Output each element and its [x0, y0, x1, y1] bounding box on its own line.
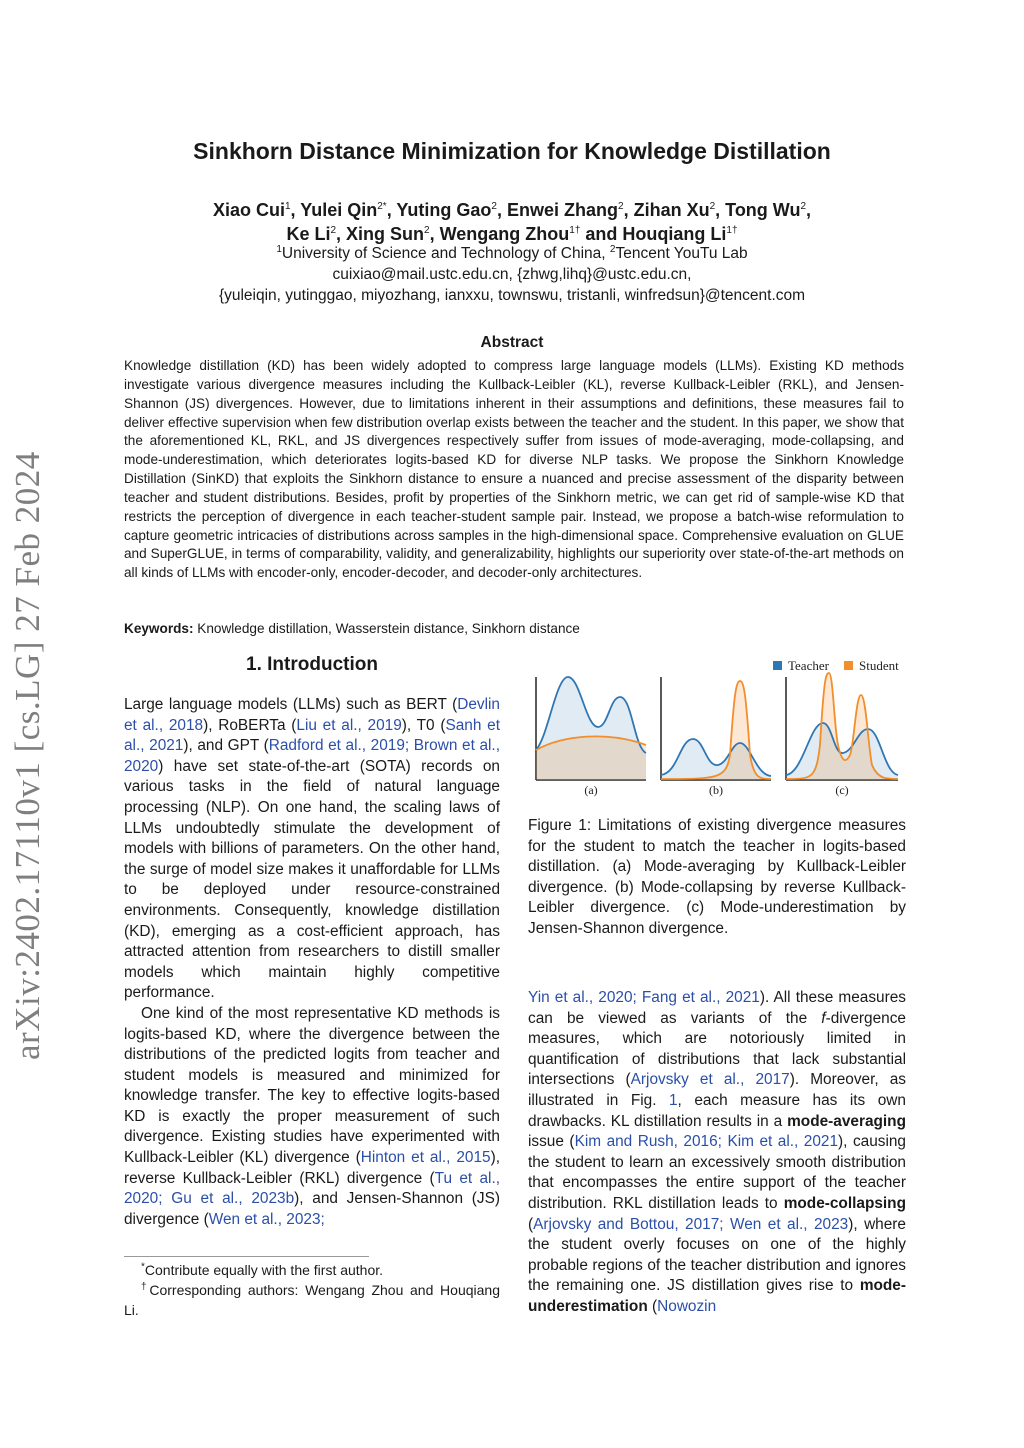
author-separator: ,: [623, 200, 634, 220]
intro-paragraph-2: [124, 1004, 500, 1231]
author-separator: ,: [386, 200, 397, 220]
emphasis-text: mode-averaging: [787, 1112, 906, 1130]
author-separator: ,: [336, 224, 347, 244]
left-column: [124, 695, 500, 1230]
citation-link[interactable]: 1: [668, 1091, 678, 1109]
panel-a: [536, 677, 646, 797]
paragraph-text: ), where the student overly focuses on one of the highly probable regions of the teacher distribution and ignores the remaining one. JS distillation gives rise to: [528, 1215, 906, 1295]
citation-link[interactable]: Devlin et al., 2018: [124, 696, 500, 734]
paragraph-text: ), RoBERTa (: [203, 716, 297, 734]
paragraph-text: Large language models (LLMs) such as BERT (: [124, 696, 458, 713]
affiliation-mark-2: 2: [609, 243, 616, 255]
email-line-2: {yuleiqin, yutinggao, miyozhang, ianxxu, townswu, tristanli, winfredsun}@tencent.com: [218, 287, 806, 304]
paragraph-text: ), reverse Kullback-Leibler (RKL) divergence (: [124, 1149, 500, 1187]
author-affiliation-mark: 2: [491, 201, 497, 212]
citation-link[interactable]: Tu et al., 2020; Gu et al., 2023b: [124, 1169, 500, 1208]
email-line-1: cuixiao@mail.ustc.edu.cn, {zhwg,lihq}@ustc.edu.cn,: [332, 266, 692, 283]
footnote-rule: [124, 1256, 369, 1257]
keywords: [124, 621, 904, 636]
citation-link[interactable]: Arjovsky et al., 2017: [630, 1071, 790, 1089]
paragraph-text: -divergence measures, which are notoriously limited in quantification of distributions that lack substantial intersections (: [528, 1009, 906, 1089]
paragraph-text: ). Moreover, as illustrated in Fig.: [528, 1071, 906, 1109]
author-separator: ,: [496, 200, 507, 220]
author-name: Zihan Xu: [633, 200, 710, 220]
author-name: Wengang Zhou: [439, 224, 570, 244]
right-column: [528, 988, 906, 1318]
citation-link[interactable]: Kim and Rush, 2016; Kim et al., 2021: [574, 1133, 839, 1151]
author-separator: ,: [806, 200, 812, 220]
footnote-mark-1: *: [141, 1261, 145, 1273]
citation-link[interactable]: Arjovsky and Bottou, 2017; Wen et al., 2023: [533, 1215, 849, 1233]
paragraph-text: , each measure has its own drawbacks. KL distillation results in a: [528, 1091, 906, 1130]
author-name: Yulei Qin: [300, 200, 378, 220]
affiliation-mark-1: 1: [276, 243, 282, 255]
author-separator: ,: [429, 224, 440, 244]
figure-1-caption: Figure 1: Limitations of existing divergence measures for the student to match the teacher in logits-based distillation. (a) Mode-averaging by Kullback-Leibler divergence. (b) Mode-collapsing by reverse Kullback-Leibler divergence. (c) Mode-underestimation by Jensen-Shannon divergence.: [528, 817, 906, 937]
paragraph-text: ). All these measures can be viewed as variants of the: [528, 989, 907, 1027]
author-name: Xing Sun: [346, 224, 425, 244]
author-name: Ke Li: [286, 224, 331, 244]
legend-teacher-swatch: [773, 661, 782, 670]
panel-a-label: (a): [584, 783, 598, 797]
keywords-text: Knowledge distillation, Wasserstein distance, Sinkhorn distance: [193, 621, 580, 636]
emphasis-text: mode-underestimation: [528, 1277, 906, 1315]
author-name: Houqiang Li: [622, 224, 727, 244]
author-line-1: [0, 198, 1024, 222]
citation-link[interactable]: Wen et al., 2023;: [208, 1210, 325, 1228]
citation-link[interactable]: Sanh et al., 2021: [124, 716, 501, 755]
paragraph-text: ) have set state-of-the-art (SOTA) records on various tasks in the field of natural language processing (NLP). On one hand, the scaling laws of LLMs undoubtedly stimulate the development of models with billions of parameters. On the other hand, the surge of model size makes it unaffordable for LLMs to be deployed under resource-constrained environments. Consequently, knowledge distillation (KD), emerging as a cost-efficient approach, has attracted attention from researchers to distill smaller models which maintain highly competitive performance.: [124, 757, 500, 1002]
paragraph-text: ), causing the student to learn an excessively smooth distribution that encompasses the entire support of the teacher distribution. RKL distillation leads to: [528, 1133, 906, 1212]
author-affiliation-mark: 1†: [726, 225, 738, 236]
footnote-mark-2: †: [141, 1281, 150, 1293]
author-affiliation-mark: 2: [709, 201, 716, 212]
author-affiliation-mark: 1†: [569, 225, 581, 236]
figure-1: [528, 655, 908, 805]
panel-c: [786, 673, 898, 797]
paragraph-text: One kind of the most representative KD methods is logits-based KD, where the divergence between the distributions of the predicted logits from teacher and student models is measured and minimized for knowledge transfer. The key to effective logits-based KD is exactly the proper measurement of such divergence. Existing studies have experimented with Kullback-Leibler (KL) divergence (: [124, 1004, 500, 1167]
citation-link[interactable]: Nowozin: [657, 1297, 717, 1315]
author-affiliation-mark: 2: [424, 225, 430, 236]
author-name: Yuting Gao: [396, 200, 492, 220]
paragraph-text: ), and Jensen-Shannon (JS) divergence (: [124, 1190, 500, 1228]
paper-title: Sinkhorn Distance Minimization for Knowledge Distillation: [193, 138, 831, 164]
paragraph-text: (: [528, 1215, 534, 1233]
footnote-1: Contribute equally with the first author.: [144, 1262, 384, 1278]
paragraph-text: issue (: [528, 1133, 575, 1151]
affiliations: [0, 243, 1024, 306]
legend-teacher-label: Teacher: [788, 658, 829, 673]
panel-c-label: (c): [835, 783, 849, 797]
abstract-text: Knowledge distillation (KD) has been widely adopted to compress large language models (LLMs). Existing KD methods investigate various divergence measures including the Kullback-Leibler (KL), reverse Kullback-Leibler (RKL), and Jensen-Shannon (JS) divergences. However, due to limitations inherent in their assumptions and definitions, these measures fail to deliver effective supervision when few distribution overlap exists between the teacher and the student. In this paper, we show that the aforementioned KL, RKL, and JS divergences respectively suffer from issues of mode-averaging, mode-collapsing, and mode-underestimation, which deteriorates logits-based KD for diverse NLP tasks. We propose the Sinkhorn Knowledge Distillation (SinKD) that exploits the Sinkhorn distance to ensure a nuanced and precise assessment of the disparity between teacher and student distributions. Besides, profit by properties of the Sinkhorn metric, we can get rid of sample-wise KD that restricts the perception of divergence in each teacher-student sample pair. Instead, we propose a batch-wise reformulation to capture geometric intricacies of distributions across samples in the high-dimensional space. Comprehensive evaluation on GLUE and SuperGLUE, in terms of comparability, validity, and generalizability, highlights our superiority over state-of-the-art methods on all kinds of LLMs with encoder-only, encoder-decoder, and decoder-only architectures.: [124, 358, 904, 581]
author-separator: ,: [290, 200, 301, 220]
author-affiliation-mark: 2: [330, 225, 337, 236]
author-name: Xiao Cui: [212, 200, 285, 220]
abstract-heading: Abstract: [480, 334, 544, 351]
citation-link[interactable]: Hinton et al., 2015: [360, 1149, 491, 1167]
figure-1-graphic: [528, 655, 908, 805]
author-affiliation-mark: 2: [618, 201, 624, 212]
citation-link[interactable]: Yin et al., 2020; Fang et al., 2021: [528, 989, 760, 1006]
author-affiliation-mark: 2*: [377, 201, 387, 212]
paragraph-text: (: [647, 1297, 658, 1315]
affiliation-2: Tencent YouTu Lab: [615, 245, 748, 262]
author-separator: and: [580, 224, 623, 244]
author-name: Tong Wu: [725, 200, 801, 220]
author-separator: ,: [715, 200, 726, 220]
panel-b-label: (b): [709, 783, 723, 797]
arxiv-side-stamp: arXiv:2402.17110v1 [cs.LG] 27 Feb 2024: [8, 451, 47, 1060]
legend-student-label: Student: [859, 658, 899, 673]
citation-link[interactable]: Liu et al., 2019: [296, 716, 402, 734]
intro-paragraph-1: [124, 695, 500, 1004]
author-affiliation-mark: 2: [800, 201, 807, 212]
author-name: Enwei Zhang: [506, 200, 618, 220]
legend-student-swatch: [844, 661, 853, 670]
footnotes: [124, 1260, 500, 1320]
author-affiliation-mark: 1: [284, 201, 291, 212]
citation-link[interactable]: Radford et al., 2019; Brown et al., 2020: [124, 737, 500, 775]
section-heading-introduction: 1. Introduction: [246, 654, 378, 675]
intro-paragraph-3: [528, 988, 906, 1318]
paragraph-text: f: [821, 1009, 826, 1027]
panel-b: [661, 677, 771, 797]
emphasis-text: mode-collapsing: [783, 1194, 906, 1212]
paragraph-text: ), and GPT (: [183, 737, 269, 755]
keywords-label: Keywords:: [124, 621, 194, 636]
paragraph-text: ), T0 (: [401, 716, 446, 734]
footnote-2: Corresponding authors: Wengang Zhou and Houqiang Li.: [124, 1282, 500, 1318]
author-list: [0, 198, 1024, 246]
affiliation-1: University of Science and Technology of China,: [281, 245, 610, 262]
